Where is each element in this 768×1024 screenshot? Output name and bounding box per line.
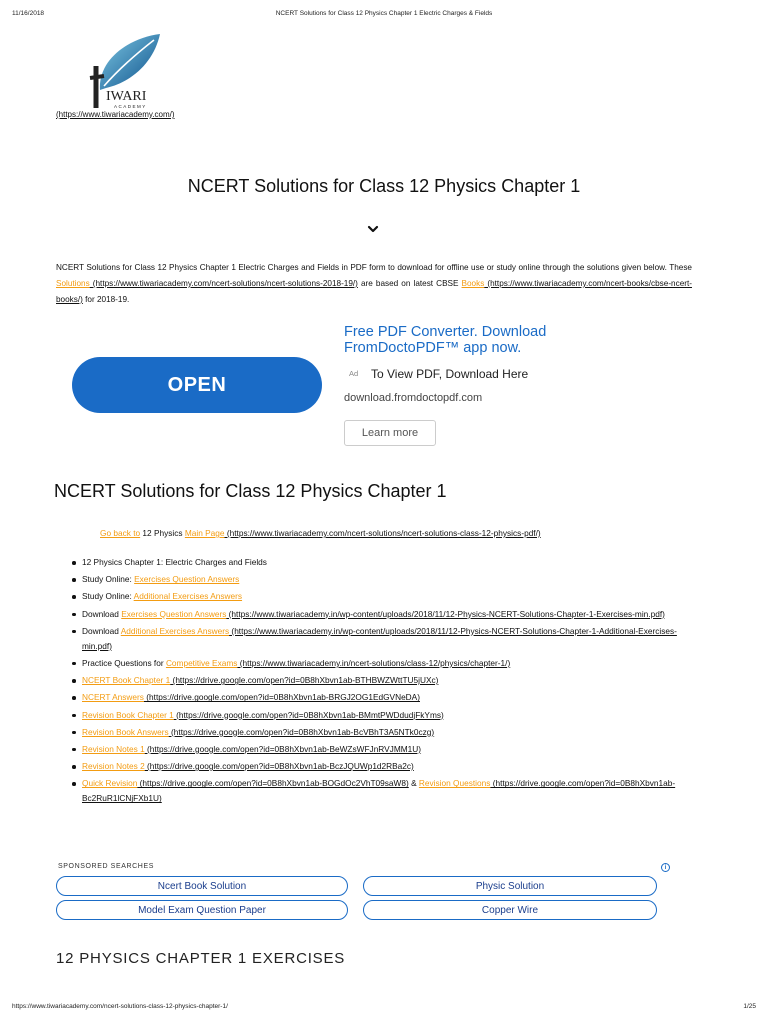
list-item-link[interactable]: Exercises Question Answers — [121, 608, 227, 619]
leaf-logo-icon — [88, 30, 168, 110]
list-item — [70, 624, 690, 654]
section-title: NCERT Solutions for Class 12 Physics Chapter 1 — [54, 481, 447, 501]
svg-text:ACADEMY: ACADEMY — [114, 104, 147, 109]
list-item-url[interactable]: (https://www.tiwariacademy.in/wp-content/uploads/2018/11/12-Physics-NCERT-Solutions-Chapter-1-Exercises-min.pdf) — [226, 608, 665, 619]
sponsored-search-button[interactable]: Ncert Book Solution — [56, 876, 348, 896]
tiwari-academy-logo[interactable] — [88, 30, 168, 110]
print-footer-url: https://www.tiwariacademy.com/ncert-solutions-class-12-physics-chapter-1/ — [12, 1003, 228, 1010]
solutions-link[interactable]: Solutions — [56, 279, 90, 288]
list-item-url[interactable]: (https://www.tiwariacademy.in/wp-content/uploads/2018/11/12-Physics-NCERT-Solutions-Chapter-1-Additional-Exercises-min.pdf) — [82, 625, 677, 651]
goback-link[interactable]: Go back to — [100, 528, 141, 538]
logo-url-link[interactable]: (https://www.tiwariacademy.com/) — [56, 110, 175, 119]
list-item-link[interactable]: Quick Revision — [82, 778, 138, 789]
resource-list — [70, 555, 690, 808]
list-item — [70, 708, 690, 723]
list-item-link[interactable]: Revision Book Answers — [82, 726, 169, 737]
intro-paragraph — [56, 260, 692, 308]
chevron-down-icon[interactable] — [366, 224, 380, 236]
goback-text: 12 Physics — [140, 528, 185, 538]
list-item-url[interactable]: (https://drive.google.com/open?id=0B8hXbvn1ab-BRGJ2OG1EdGVNeDA) — [143, 692, 420, 703]
ad-domain[interactable]: download.fromdoctopdf.com — [344, 392, 483, 404]
ad-open-button[interactable]: OPEN — [72, 357, 322, 413]
print-date: 11/16/2018 — [12, 10, 45, 17]
main-page-link[interactable]: Main Page — [184, 528, 225, 538]
sponsored-searches-label: SPONSORED SEARCHES — [58, 863, 154, 870]
ad-badge: Ad — [349, 369, 359, 378]
goback-line — [100, 528, 541, 538]
list-item-url[interactable]: (https://www.tiwariacademy.in/ncert-solutions/class-12/physics/chapter-1/) — [237, 657, 511, 668]
list-item — [70, 607, 690, 622]
list-item-link[interactable]: Competitive Exams — [165, 657, 238, 668]
list-item-url[interactable]: (https://drive.google.com/open?id=0B8hXbvn1ab-BeWZsWFJnRVJMM1U) — [144, 743, 422, 754]
info-icon[interactable]: i — [661, 863, 670, 872]
list-item-text: Study Online: — [82, 574, 135, 585]
list-item-link[interactable]: NCERT Answers — [82, 692, 144, 703]
list-item-link[interactable]: Revision Notes 1 — [82, 743, 145, 754]
ad-headline[interactable]: Free PDF Converter. Download FromDoctoPDF™ app now. — [344, 324, 547, 356]
list-item-url[interactable]: (https://drive.google.com/open?id=0B8hXbvn1ab-BOGdOc2VhT09saW8) — [137, 778, 409, 789]
list-item-link[interactable]: Additional Exercises Answers — [133, 591, 243, 602]
list-item — [70, 776, 690, 806]
list-item — [70, 759, 690, 774]
main-page-url[interactable]: (https://www.tiwariacademy.com/ncert-solutions/ncert-solutions-class-12-physics-pdf/) — [224, 528, 541, 538]
list-item — [70, 555, 690, 570]
list-item-url[interactable]: (https://drive.google.com/open?id=0B8hXbvn1ab-Bc2RuR1lCNjFXb1U) — [82, 778, 676, 804]
list-item — [70, 742, 690, 757]
intro-text-after: for 2018-19. — [82, 295, 130, 304]
print-page-number: 1/25 — [743, 1003, 756, 1010]
svg-text:IWARI: IWARI — [106, 89, 147, 104]
list-item-link[interactable]: Revision Notes 2 — [82, 761, 145, 772]
books-url[interactable]: (https://www.tiwariacademy.com/ncert-books/cbse-ncert-books/) — [56, 279, 692, 304]
print-header — [0, 10, 768, 22]
list-item — [70, 673, 690, 688]
list-item-text: Practice Questions for — [82, 657, 166, 668]
list-item-link[interactable]: Revision Book Chapter 1 — [82, 709, 174, 720]
list-item — [70, 725, 690, 740]
ad-learn-more-button[interactable]: Learn more — [344, 420, 436, 446]
exercises-heading: 12 PHYSICS CHAPTER 1 EXERCISES — [56, 950, 346, 967]
sponsored-search-button[interactable]: Copper Wire — [363, 900, 657, 920]
list-item-url[interactable]: (https://drive.google.com/open?id=0B8hXbvn1ab-BczJQUWp1d2RBa2c) — [144, 761, 414, 772]
list-item-url[interactable]: (https://drive.google.com/open?id=0B8hXbvn1ab-BTHBWZWttTU5jUXc) — [170, 675, 439, 686]
list-item-link[interactable]: Revision Questions — [418, 778, 491, 789]
list-item-text: Download — [82, 608, 122, 619]
list-item-text: Download — [82, 625, 121, 636]
list-item — [70, 589, 690, 604]
list-item-text: 12 Physics Chapter 1: Electric Charges and Fields — [82, 557, 267, 567]
list-item — [70, 572, 690, 587]
sponsored-search-button[interactable]: Physic Solution — [363, 876, 657, 896]
solutions-url[interactable]: (https://www.tiwariacademy.com/ncert-solutions/ncert-solutions-2018-19/) — [89, 279, 358, 288]
logo-url[interactable] — [56, 110, 175, 119]
intro-text-middle: are based on latest CBSE — [357, 279, 462, 288]
list-item-link[interactable]: Additional Exercises Answers — [120, 625, 230, 636]
ad-text[interactable]: To View PDF, Download Here — [371, 367, 529, 381]
print-doc-title: NCERT Solutions for Class 12 Physics Chapter 1 Electric Charges & Fields — [275, 10, 493, 17]
list-item — [70, 690, 690, 705]
list-item-text: Study Online: — [82, 591, 134, 602]
list-item-link[interactable]: NCERT Book Chapter 1 — [82, 675, 171, 686]
list-item-link[interactable]: Exercises Question Answers — [134, 574, 240, 585]
list-item-url[interactable]: (https://drive.google.com/open?id=0B8hXbvn1ab-BMmtPWDdudjFkYms) — [173, 709, 444, 720]
list-item — [70, 656, 690, 671]
list-item-text: & — [408, 778, 419, 789]
list-item-url[interactable]: (https://drive.google.com/open?id=0B8hXbvn1ab-BcVBhT3A5NTk0czg) — [168, 726, 435, 737]
sponsored-search-button[interactable]: Model Exam Question Paper — [56, 900, 348, 920]
books-link[interactable]: Books — [461, 279, 485, 288]
page-title: NCERT Solutions for Class 12 Physics Chapter 1 — [187, 176, 581, 196]
intro-text-before: NCERT Solutions for Class 12 Physics Chapter 1 Electric Charges and Fields in PDF form to download for offline use or study online through the solutions given below. These — [56, 263, 692, 272]
